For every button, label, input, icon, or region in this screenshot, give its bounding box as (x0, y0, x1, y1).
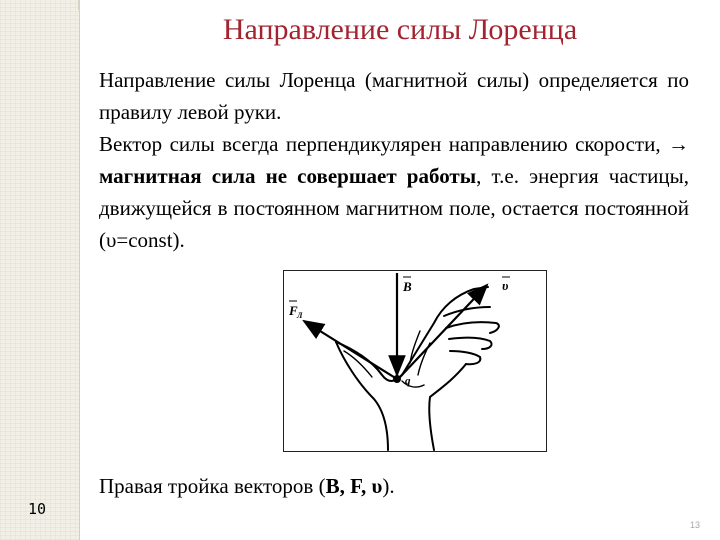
slide-title: Направление силы Лоренца (222, 13, 578, 46)
hand-outline (336, 287, 499, 450)
label-B: B (403, 279, 412, 294)
caption-start: Правая тройка векторов ( (99, 474, 326, 498)
paragraph-2 (99, 128, 689, 256)
vectors (304, 273, 487, 379)
paragraph-1: Направление силы Лоренца (магнитной силы) определяется по правилу левой руки. (99, 68, 689, 124)
left-hand-rule-figure (283, 270, 547, 452)
body-text (99, 64, 689, 256)
label-F-subscript: Л (297, 311, 303, 320)
caption (99, 471, 395, 501)
left-sidebar (0, 0, 80, 540)
label-q: q (405, 375, 411, 387)
paragraph-2-start: Вектор силы всегда перпендикулярен направлению скорости, → (99, 132, 689, 156)
paragraph-2-bold: магнитная сила не совершает работы (99, 164, 477, 188)
caption-end: ). (382, 474, 395, 498)
label-v: υ (502, 278, 509, 293)
label-F: F (289, 303, 298, 318)
footer-page-number: 13 (690, 520, 701, 530)
caption-bold: B, F, υ (325, 474, 383, 498)
charge-point (393, 375, 401, 383)
hand-drawing (284, 271, 546, 451)
paragraph-2-end: , т.е. энергия частицы, движущейся в постоянном магнитном поле, остается постоянной (υ=const). (99, 164, 690, 252)
sidebar-edge-mark (78, 0, 90, 10)
slide-number: 10 (28, 500, 47, 518)
